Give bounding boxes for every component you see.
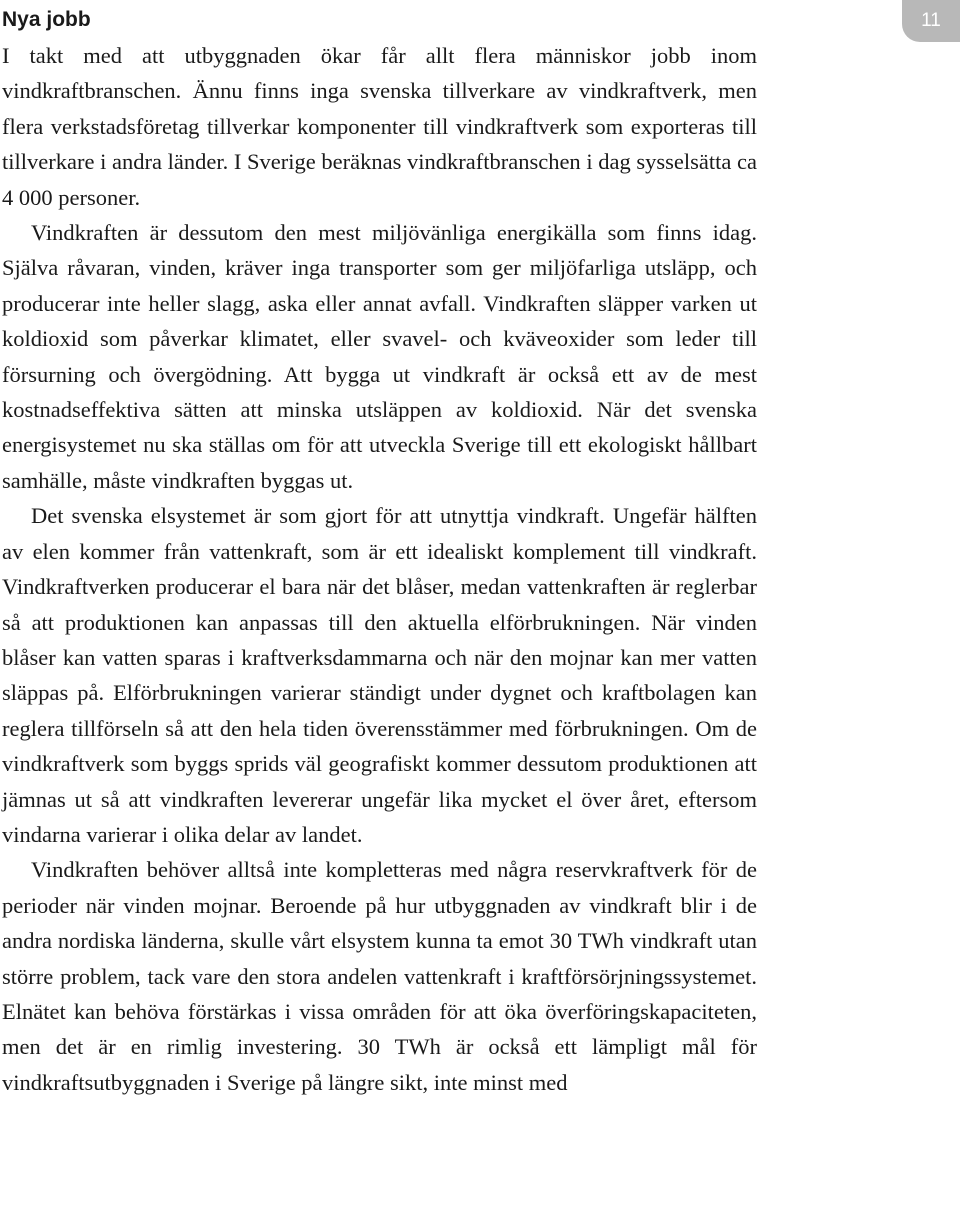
section-heading: Nya jobb [2,8,91,31]
paragraph-2: Vindkraften är dessutom den mest miljövänliga energikälla som finns idag. Själva råvaran, vinden, kräver inga transporter som ger miljöfarliga utsläpp, och producerar inte heller slagg, aska eller annat avfall. Vindkraften släpper varken ut koldioxid som påverkar klimatet, eller svavel- och kväveoxider som leder till försurning och övergödning. Att bygga ut vindkraft är också ett av de mest kostnadseffektiva sätten att minska utsläppen av koldioxid. När det svenska energisystemet nu ska ställas om för att utveckla Sverige till ett ekologiskt hållbart samhälle, måste vindkraften byggas ut. [2,220,757,493]
paragraph-4: Vindkraften behöver alltså inte kompletteras med några reservkraftverk för de perioder när vinden mojnar. Beroende på hur utbyggnaden av vindkraft blir i de andra nordiska länderna, skulle vårt elsystem kunna ta emot 30 TWh vindkraft utan större problem, tack vare den stora andelen vattenkraft i kraftförsörjningssystemet. Elnätet kan behöva förstärkas i vissa områden för att öka överföringskapaciteten, men det är en rimlig investering. 30 TWh är också ett lämpligt mål för vindkraftsutbyggnaden i Sverige på längre sikt, inte minst med [2,857,757,1095]
paragraph-1: I takt med att utbyggnaden ökar får allt flera människor jobb inom vindkraftbranschen. Ännu finns inga svenska tillverkare av vindkraftverk, men flera verkstadsföretag tillverkar komponenter till vindkraftverk som exporteras till tillverkare i andra länder. I Sverige beräknas vindkraftbranschen i dag sysselsätta ca 4 000 personer. [2,43,757,210]
page-number-tab: 11 [902,0,960,42]
body-text [2,38,757,1100]
paragraph-3: Det svenska elsystemet är som gjort för att utnyttja vindkraft. Ungefär hälften av elen kommer från vattenkraft, som är ett idealiskt komplement till vindkraft. Vindkraftverken producerar el bara när det blåser, medan vattenkraften är reglerbar så att produktionen kan anpassas till den aktuella elförbrukningen. När vinden blåser kan vatten sparas i kraftverksdammarna och när den mojnar kan mer vatten släppas på. Elförbrukningen varierar ständigt under dygnet och kraftbolagen kan reglera tillförseln så att den hela tiden överensstämmer med förbrukningen. Om de vindkraftverk som byggs sprids väl geografiskt kommer dessutom produktionen att jämnas ut så att vindkraften levererar ungefär lika mycket el över året, eftersom vindarna varierar i olika delar av landet. [2,503,757,847]
